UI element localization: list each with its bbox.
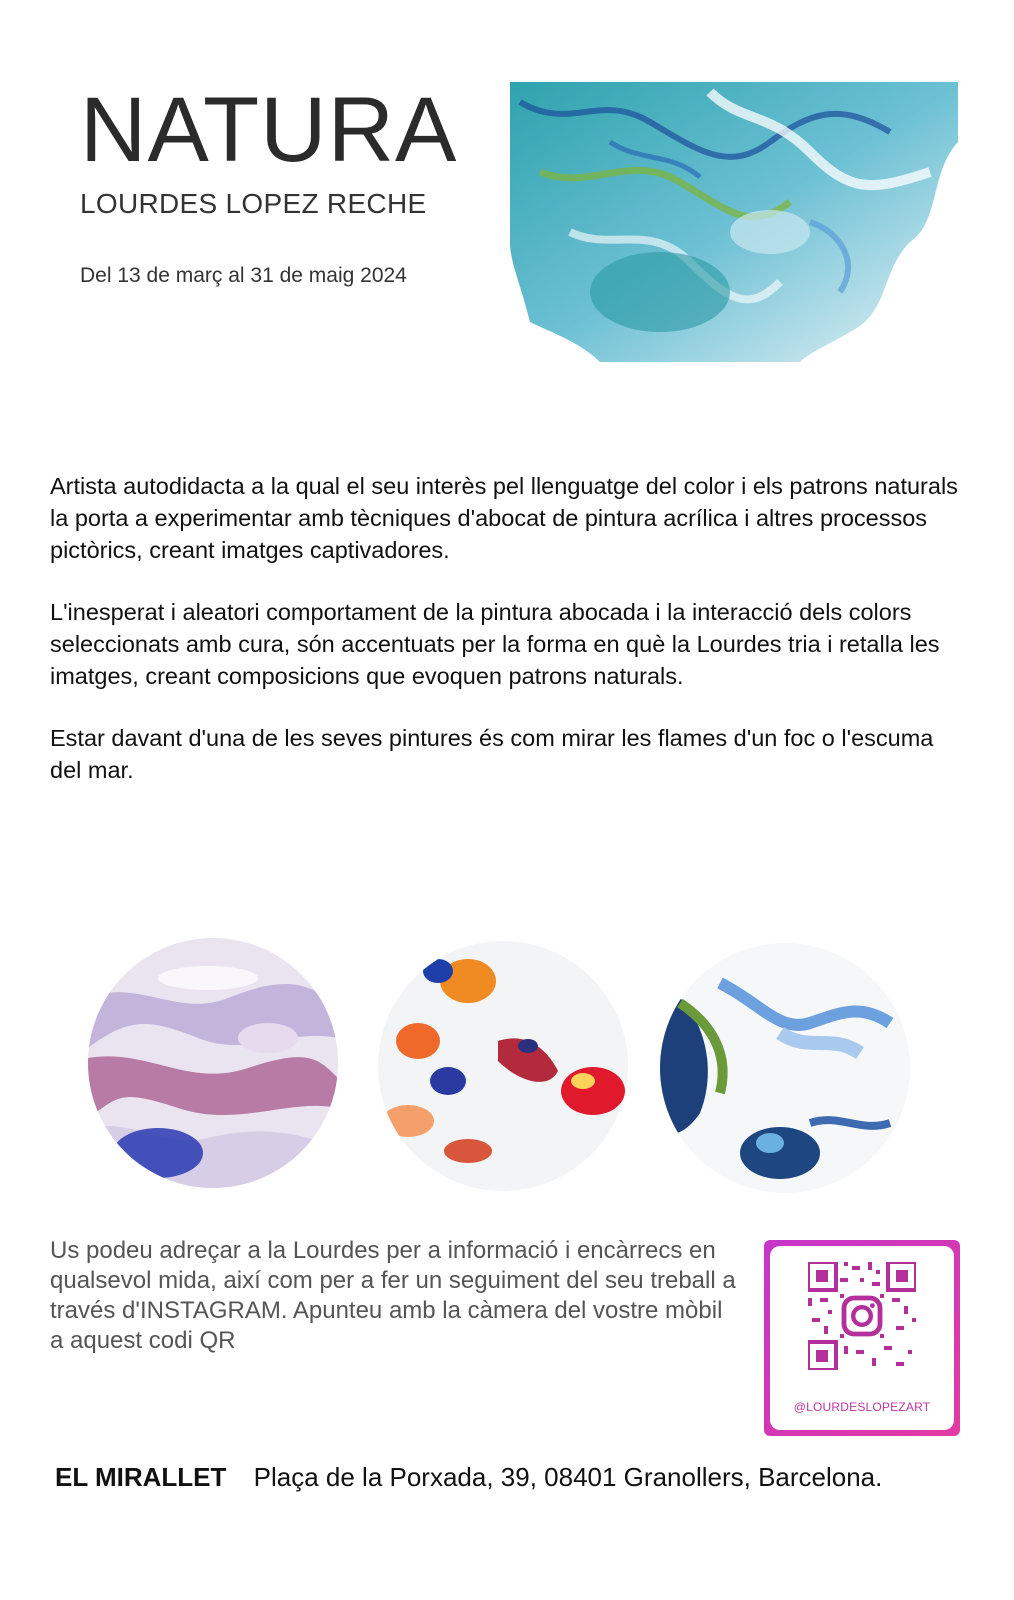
painting-image-blue-green <box>660 943 910 1193</box>
painting-image-red <box>378 941 628 1191</box>
venue-address: Plaça de la Porxada, 39, 08401 Granollers, Barcelona. <box>253 1462 883 1492</box>
description <box>50 470 965 816</box>
instagram-handle: @LOURDESLOPEZART <box>793 1400 931 1414</box>
page-title: NATURA <box>80 79 458 181</box>
paragraph: Artista autodidacta a la qual el seu interès pel llenguatge del color i els patrons naturals la porta a experimentar amb tècniques d'abocat de pintura acrílica i altres processos pictòrics, creant imatges captivadores. <box>50 473 958 563</box>
artist-name: LOURDES LOPEZ RECHE <box>80 188 427 219</box>
venue-name: EL MIRALLET <box>55 1462 227 1492</box>
instagram-qr-code[interactable] <box>764 1240 960 1436</box>
exhibition-dates: Del 13 de març al 31 de maig 2024 <box>80 264 407 287</box>
painting-image-purple <box>88 938 338 1188</box>
contact-info: Us podeu adreçar a la Lourdes per a informació i encàrrecs en qualsevol mida, així com per a fer un seguiment del seu treball a través d'INSTAGRAM. Apunteu amb la càmera del vostre mòbil a aquest codi QR <box>50 1237 736 1354</box>
paragraph: L'inesperat i aleatori comportament de la pintura abocada i la interacció dels colors seleccionats amb cura, són accentuats per la forma en què la Lourdes tria i retalla les imatges, creant composicions que evoquen patrons naturals. <box>50 599 940 689</box>
paragraph: Estar davant d'una de les seves pintures és com mirar les flames d'un foc o l'escuma del mar. <box>50 725 934 783</box>
hero-painting-image <box>510 82 958 362</box>
venue-footer <box>55 1462 882 1493</box>
qr-code-icon <box>808 1262 916 1370</box>
